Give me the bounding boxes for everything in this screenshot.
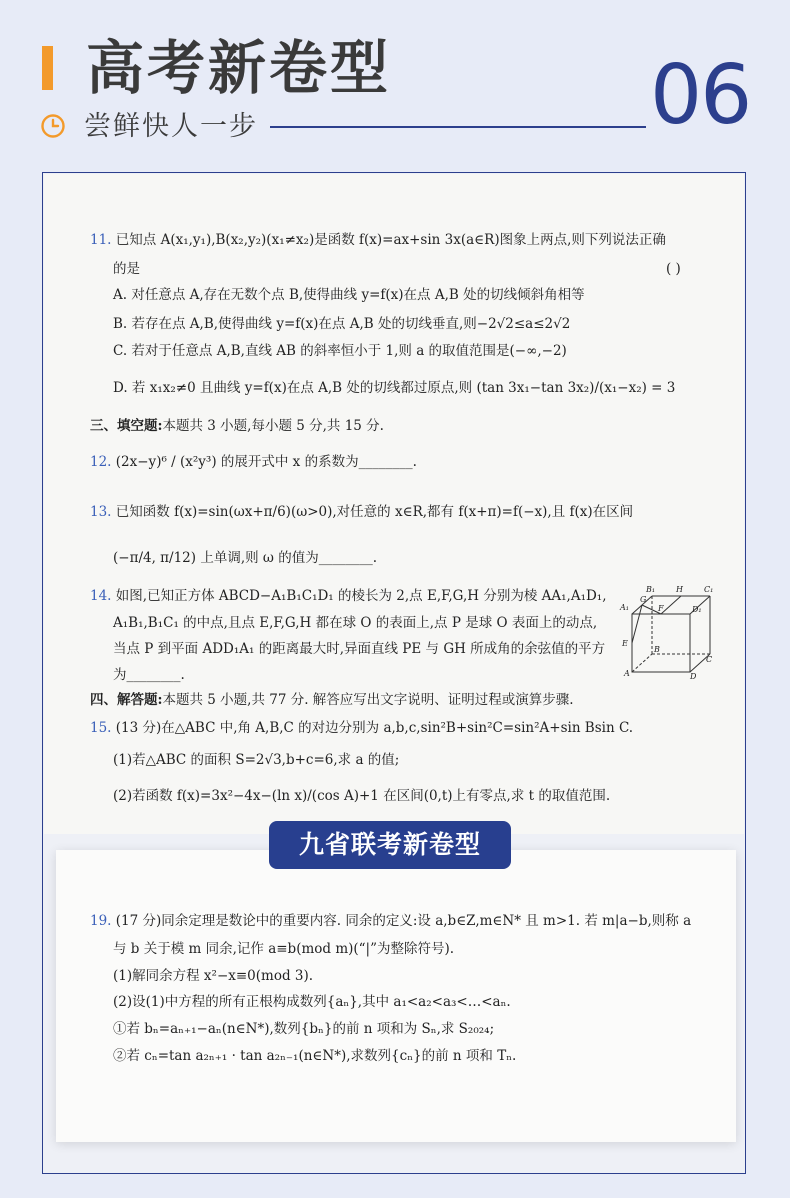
cube-label-a: A [624, 669, 630, 678]
section-4-heading [90, 690, 574, 710]
q15-part1: (1)若△ABC 的面积 S=2√3,b+c=6,求 a 的值; [113, 752, 400, 768]
q19-part1: (1)解同余方程 x²−x≡0(mod 3). [113, 968, 314, 984]
clock-icon [40, 113, 66, 139]
q13-number: 13. [90, 504, 112, 520]
q19-number: 19. [90, 913, 112, 929]
q14-line2: A₁B₁,B₁C₁ 的中点,且点 E,F,G,H 都在球 O 的表面上,点 P 是球 O 表面上的动点, [113, 615, 598, 631]
cube-label-b: B [654, 645, 660, 654]
header-divider [270, 126, 646, 128]
nine-province-badge: 九省联考新卷型 [269, 821, 511, 869]
cube-figure [618, 584, 718, 680]
q11-number: 11. [90, 232, 112, 248]
q14-line4: 为________. [113, 667, 185, 683]
section-4-label: 四、解答题: [90, 692, 163, 708]
q12 [90, 452, 417, 472]
cube-label-b1: B₁ [646, 585, 656, 594]
q14-line3: 当点 P 到平面 ADD₁A₁ 的距离最大时,异面直线 PE 与 GH 所成角的余弦值的平方 [113, 641, 606, 657]
cube-label-c1: C₁ [704, 585, 714, 594]
cube-label-g: G [640, 595, 647, 604]
cube-label-a1: A₁ [620, 603, 629, 612]
page-subtitle: 尝鲜快人一步 [84, 111, 258, 142]
q12-number: 12. [90, 454, 112, 470]
cube-label-d1: D₁ [692, 605, 702, 614]
q11-answer-paren: ( ) [666, 261, 681, 277]
page-title: 高考新卷型 [86, 34, 392, 102]
section-3-desc: 本题共 3 小题,每小题 5 分,共 15 分. [162, 418, 384, 434]
q19-line2: 与 b 关于模 m 同余,记作 a≡b(mod m)(“|”为整除符号). [113, 941, 455, 957]
q14-number: 14. [90, 588, 112, 604]
q19-part2: (2)设(1)中方程的所有正根构成数列{aₙ},其中 a₁<a₂<a₃<…<aₙ. [113, 994, 511, 1010]
q14-text: 如图,已知正方体 ABCD−A₁B₁C₁D₁ 的棱长为 2,点 E,F,G,H 分别为棱 AA₁,A₁D₁, [115, 588, 607, 604]
accent-bar [42, 46, 53, 90]
cube-label-f: F [658, 604, 664, 613]
q19-line1 [90, 911, 691, 931]
section-4-desc: 本题共 5 小题,共 77 分. 解答应写出文字说明、证明过程或演算步骤. [162, 692, 574, 708]
q13-line2: (−π/4, π/12) 上单调,则 ω 的值为________. [113, 550, 378, 566]
q15-stem-line [90, 718, 633, 738]
q15-stem: (13 分)在△ABC 中,角 A,B,C 的对边分别为 a,b,c,sin²B+sin²C=sin²A+sin Bsin C. [115, 720, 634, 736]
q11-stem-cont: 的是 [113, 261, 140, 277]
q14-line1 [90, 586, 607, 606]
q19-part2-b: ②若 cₙ=tan a₂ₙ₊₁ · tan a₂ₙ₋₁(n∈N*),求数列{cₙ}的前 n 项和 Tₙ. [113, 1048, 517, 1064]
q19-part2-a: ①若 bₙ=aₙ₊₁−aₙ(n∈N*),数列{bₙ}的前 n 项和为 Sₙ,求 S₂₀₂₄; [113, 1021, 495, 1037]
q15-number: 15. [90, 720, 112, 736]
q11-option-c: C. 若对于任意点 A,B,直线 AB 的斜率恒小于 1,则 a 的取值范围是(−∞,−2) [113, 343, 567, 359]
q11-option-b: B. 若存在点 A,B,使得曲线 y=f(x)在点 A,B 处的切线垂直,则−2√2≤a≤2√2 [113, 316, 571, 332]
q19-text: (17 分)同余定理是数论中的重要内容. 同余的定义:设 a,b∈Z,m∈N* 且 m>1. 若 m|a−b,则称 a [115, 913, 692, 929]
q13-line1 [90, 502, 633, 522]
section-3-label: 三、填空题: [90, 418, 163, 434]
cube-label-d: D [690, 672, 697, 680]
q12-text: (2x−y)⁶ / (x²y³) 的展开式中 x 的系数为________. [115, 454, 417, 470]
q15-part2: (2)若函数 f(x)=3x²−4x−(ln x)/(cos A)+1 在区间(0,t)上有零点,求 t 的取值范围. [113, 788, 611, 804]
q11-line1 [90, 230, 666, 250]
q11-option-a: A. 对任意点 A,存在无数个点 B,使得曲线 y=f(x)在点 A,B 处的切线倾斜角相等 [113, 287, 585, 303]
q11-stem: 已知点 A(x₁,y₁),B(x₂,y₂)(x₁≠x₂)是函数 f(x)=ax+sin 3x(a∈R)图象上两点,则下列说法正确 [115, 232, 666, 248]
cube-label-h: H [676, 585, 683, 594]
q11-option-d: D. 若 x₁x₂≠0 且曲线 y=f(x)在点 A,B 处的切线都过原点,则 (tan 3x₁−tan 3x₂)/(x₁−x₂) = 3 [113, 380, 676, 396]
q13-text: 已知函数 f(x)=sin(ωx+π/6)(ω>0),对任意的 x∈R,都有 f(x+π)=f(−x),且 f(x)在区间 [115, 504, 634, 520]
page-number: 06 [650, 48, 751, 143]
section-3-heading [90, 416, 384, 436]
cube-label-e: E [622, 639, 628, 648]
cube-label-c: C [706, 655, 713, 664]
